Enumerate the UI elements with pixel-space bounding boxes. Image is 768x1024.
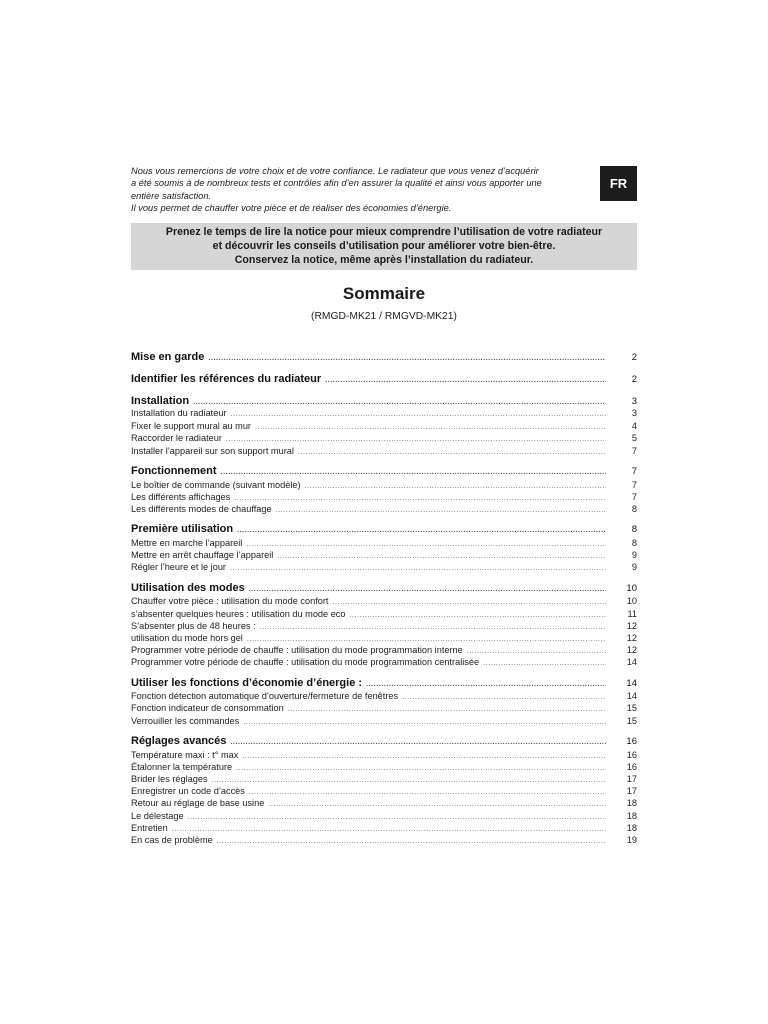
toc-label: Température maxi : t° max [131, 750, 239, 760]
toc-leader-dots [237, 527, 606, 534]
toc-page-number: 3 [631, 396, 637, 407]
toc-leader-dots [305, 483, 606, 490]
toc-entry[interactable] [131, 750, 637, 760]
toc-label: Fixer le support mural au mur [131, 421, 251, 431]
toc-entry[interactable] [131, 408, 637, 418]
toc-page-number: 18 [626, 811, 637, 821]
toc-entry[interactable] [131, 774, 637, 784]
toc-leader-dots [467, 648, 606, 655]
toc-page-number: 14 [626, 678, 637, 689]
toc-page-number: 16 [626, 762, 637, 772]
toc-page-number: 17 [626, 786, 637, 796]
notice-line: Prenez le temps de lire la notice pour mieux comprendre l’utilisation de votre radiateur [165, 226, 603, 238]
toc-label: Installer l’appareil sur son support mural [131, 446, 294, 456]
toc-section[interactable] [131, 523, 637, 535]
toc-entry[interactable] [131, 492, 637, 502]
toc-page-number: 10 [626, 583, 637, 594]
notice-line: et découvrir les conseils d’utilisation pour améliorer votre bien-être. [212, 240, 556, 252]
toc-entry[interactable] [131, 703, 637, 713]
toc-label: Le boîtier de commande (suivant modèle) [131, 480, 301, 490]
toc-section[interactable] [131, 465, 637, 477]
toc-entry[interactable] [131, 823, 637, 833]
toc-leader-dots [172, 826, 606, 833]
toc-leader-dots [260, 624, 606, 631]
language-badge: FR [600, 166, 637, 201]
toc-leader-dots [249, 586, 606, 593]
toc-leader-dots [350, 612, 606, 619]
toc-entry[interactable] [131, 645, 637, 655]
toc-label: Identifier les références du radiateur [131, 373, 322, 385]
toc-page-number: 4 [631, 421, 637, 431]
toc-entry[interactable] [131, 446, 637, 456]
toc-label: Chauffer votre pièce : utilisation du mode confort [131, 596, 329, 606]
toc-leader-dots [288, 706, 606, 713]
toc-leader-dots [332, 599, 606, 606]
toc-leader-dots [230, 565, 606, 572]
toc-page-number: 7 [631, 446, 637, 456]
toc-leader-dots [402, 694, 606, 701]
toc-entry[interactable] [131, 811, 637, 821]
toc-section[interactable] [131, 373, 637, 385]
toc-label: Étalonner la température [131, 762, 233, 772]
toc-entry[interactable] [131, 762, 637, 772]
toc-label: Les différents modes de chauffage [131, 504, 272, 514]
toc-entry[interactable] [131, 657, 637, 667]
toc-entry[interactable] [131, 538, 637, 548]
toc-label: utilisation du mode hors gel [131, 633, 243, 643]
toc-page-number: 14 [626, 657, 637, 667]
toc-label: Raccorder le radiateur [131, 433, 222, 443]
toc-entry[interactable] [131, 835, 637, 845]
toc-page-number: 9 [631, 562, 637, 572]
toc-page-number: 2 [631, 374, 637, 385]
toc-label: Mise en garde [131, 351, 205, 363]
toc-leader-dots [366, 681, 606, 688]
toc-entry[interactable] [131, 480, 637, 490]
toc-leader-dots [242, 753, 606, 760]
toc-label: Fonctionnement [131, 465, 217, 477]
toc-page-number: 19 [626, 835, 637, 845]
toc-leader-dots [221, 469, 606, 476]
toc-entry[interactable] [131, 798, 637, 808]
toc-leader-dots [234, 495, 606, 502]
toc-label: Utilisation des modes [131, 582, 245, 594]
toc-leader-dots [212, 777, 606, 784]
toc-entry[interactable] [131, 504, 637, 514]
toc-label: Programmer votre période de chauffe : utilisation du mode programmation interne [131, 645, 463, 655]
toc-entry[interactable] [131, 621, 637, 631]
intro-line: Nous vous remercions de votre choix et de votre confiance. Le radiateur que vous venez d’acquérir [131, 166, 539, 176]
toc-leader-dots [325, 377, 606, 384]
toc-page-number: 11 [627, 609, 637, 619]
toc-label: Verrouiller les commandes [131, 716, 240, 726]
toc-label: Installation du radiateur [131, 408, 227, 418]
toc-page-number: 7 [631, 480, 637, 490]
toc-page-number: 16 [626, 750, 637, 760]
toc-page-number: 9 [631, 550, 637, 560]
toc-leader-dots [193, 399, 606, 406]
toc-page-number: 15 [626, 716, 637, 726]
intro-line: entière satisfaction. [131, 190, 212, 201]
toc-label: Utiliser les fonctions d’économie d’énergie : [131, 677, 363, 689]
intro-line: Il vous permet de chauffer votre pièce et de réaliser des économies d’énergie. [131, 203, 452, 214]
toc-section[interactable] [131, 582, 637, 594]
toc-leader-dots [236, 765, 606, 772]
toc-page-number: 5 [631, 433, 637, 443]
toc-entry[interactable] [131, 596, 637, 606]
toc-page-number: 14 [626, 691, 637, 701]
toc-label: Les différents affichages [131, 492, 231, 502]
toc-leader-dots [188, 814, 606, 821]
toc-label: S’absenter plus de 48 heures : [131, 621, 256, 631]
toc-label: Réglages avancés [131, 735, 227, 747]
toc-page-number: 18 [626, 798, 637, 808]
toc-label: Enregistrer un code d’accès [131, 786, 245, 796]
toc-label: Brider les réglages [131, 774, 208, 784]
toc-page-number: 16 [626, 736, 637, 747]
toc-page-number: 3 [631, 408, 637, 418]
toc-section[interactable] [131, 395, 637, 407]
toc-leader-dots [246, 541, 606, 548]
toc-leader-dots [249, 789, 606, 796]
intro-line: a été soumis à de nombreux tests et contrôles afin d’en assurer la qualité et ainsi vous apporter une [131, 178, 542, 189]
toc-entry[interactable] [131, 562, 637, 572]
toc-entry[interactable] [131, 716, 637, 726]
page-subtitle: (RMGD-MK21 / RMGVD-MK21) [311, 311, 457, 322]
toc-label: Fonction indicateur de consommation [131, 703, 284, 713]
toc-label: Le délestage [131, 811, 184, 821]
toc-label: Programmer votre période de chauffe : utilisation du mode programmation centralisée [131, 657, 480, 667]
page-title: Sommaire [342, 284, 426, 303]
toc-leader-dots [226, 436, 606, 443]
toc-leader-dots [247, 636, 606, 643]
toc-page-number: 15 [626, 703, 637, 713]
toc-section[interactable] [131, 735, 637, 747]
toc-leader-dots [276, 507, 606, 514]
toc-page-number: 7 [631, 492, 637, 502]
toc-page-number: 12 [626, 633, 637, 643]
toc-page-number: 10 [626, 596, 637, 606]
toc-entry[interactable] [131, 609, 637, 619]
toc-entry[interactable] [131, 433, 637, 443]
toc-entry[interactable] [131, 691, 637, 701]
toc-label: Mettre en marche l’appareil [131, 538, 243, 548]
toc-entry[interactable] [131, 421, 637, 431]
toc-page-number: 12 [626, 621, 637, 631]
toc-section[interactable] [131, 351, 637, 363]
toc-label: Première utilisation [131, 523, 234, 535]
toc-leader-dots [298, 449, 606, 456]
toc-page-number: 8 [631, 524, 637, 535]
toc-label: Entretien [131, 823, 168, 833]
toc-section[interactable] [131, 677, 637, 689]
intro-text [131, 165, 593, 215]
toc-leader-dots [243, 719, 606, 726]
toc-page-number: 12 [626, 645, 637, 655]
toc-label: Installation [131, 395, 190, 407]
toc-entry[interactable] [131, 550, 637, 560]
toc-entry[interactable] [131, 786, 637, 796]
toc-label: Fonction détection automatique d’ouverture/fermeture de fenêtres [131, 691, 399, 701]
toc-page-number: 17 [626, 774, 637, 784]
toc-page-number: 7 [631, 466, 637, 477]
toc-leader-dots [217, 838, 606, 845]
toc-leader-dots [230, 739, 606, 746]
toc-leader-dots [255, 424, 606, 431]
toc-label: En cas de problème [131, 835, 213, 845]
toc-entry[interactable] [131, 633, 637, 643]
toc-label: Mettre en arrêt chauffage l’appareil [131, 550, 274, 560]
toc-page-number: 2 [631, 352, 637, 363]
notice-line: Conservez la notice, même après l’installation du radiateur. [234, 254, 534, 266]
toc-page-number: 8 [631, 538, 637, 548]
toc-leader-dots [231, 411, 606, 418]
toc-leader-dots [208, 355, 606, 362]
toc-page-number: 18 [626, 823, 637, 833]
notice-box [131, 223, 637, 270]
toc-label: Retour au réglage de base usine [131, 798, 265, 808]
toc-leader-dots [268, 801, 606, 808]
toc-leader-dots [277, 553, 606, 560]
toc-page-number: 8 [631, 504, 637, 514]
toc-label: Régler l’heure et le jour [131, 562, 226, 572]
toc-leader-dots [483, 660, 606, 667]
toc-label: s’absenter quelques heures : utilisation du mode eco [131, 609, 346, 619]
